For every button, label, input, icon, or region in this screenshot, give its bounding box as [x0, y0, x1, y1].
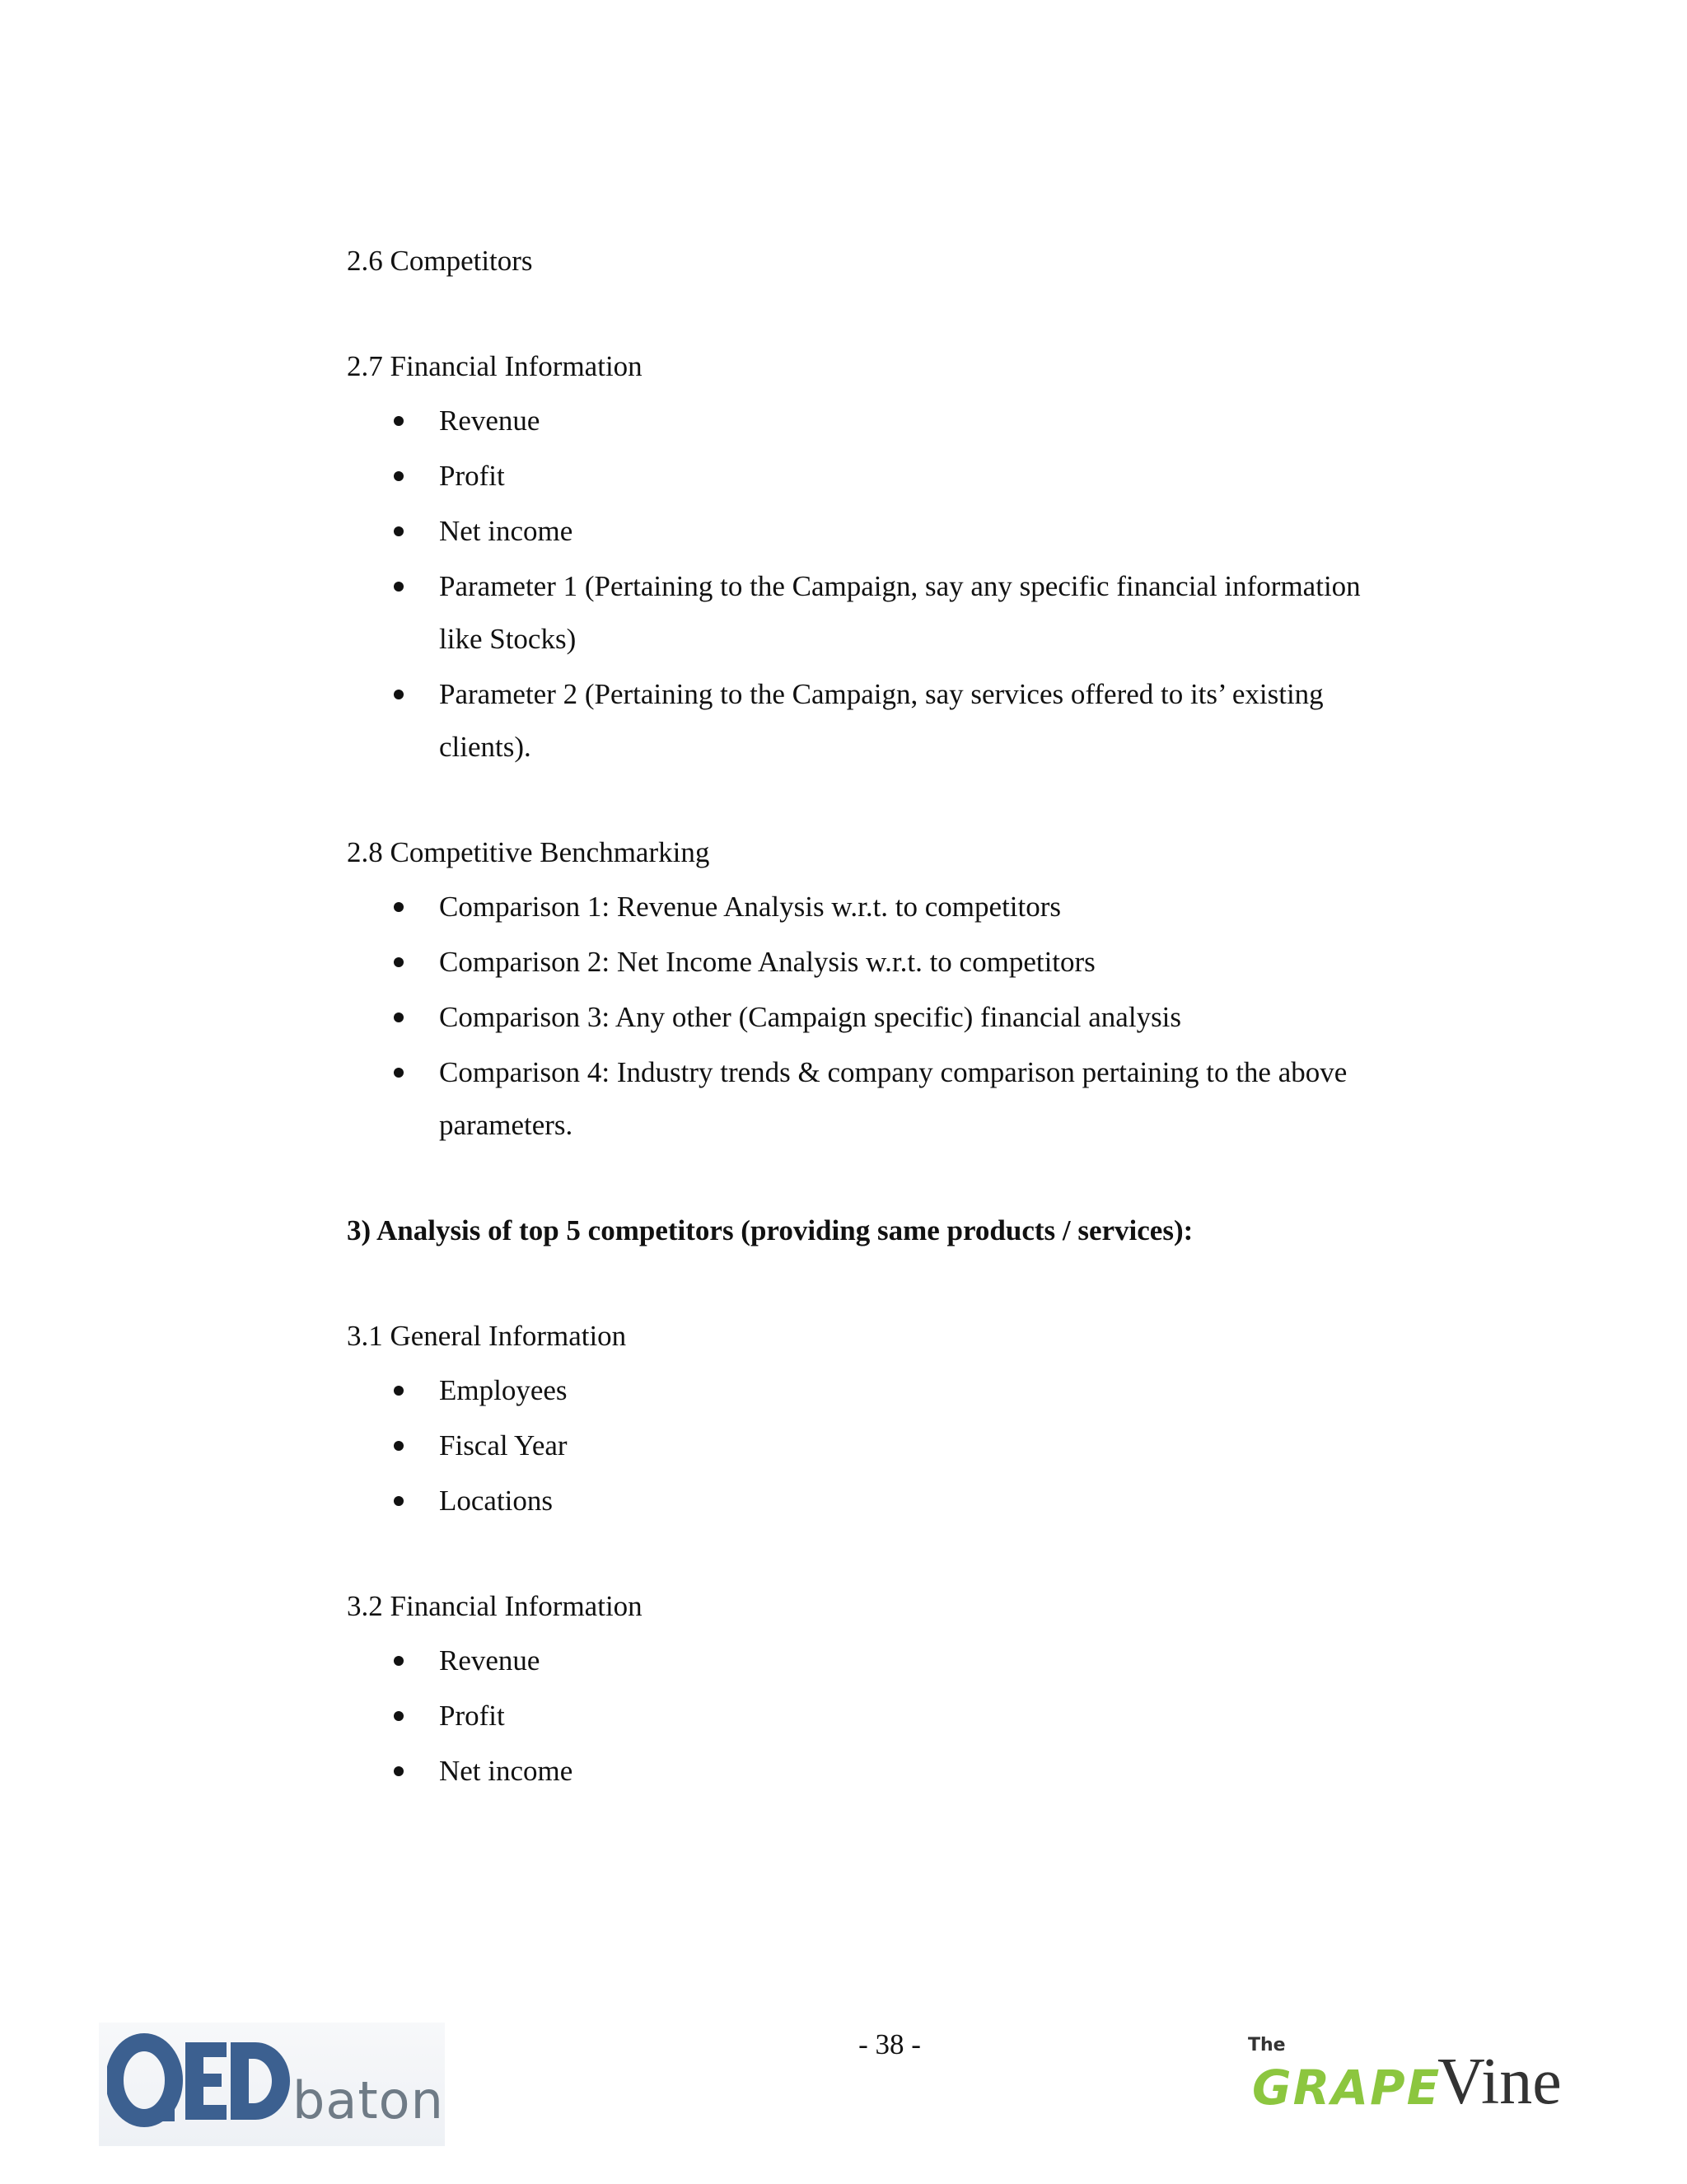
list-item-text: Comparison 2: Net Income Analysis w.r.t. to competitors [439, 946, 1096, 978]
bullet-icon [394, 690, 404, 699]
section-2-8 [347, 826, 1418, 1152]
document-body [347, 235, 1418, 1850]
bullet-icon [394, 471, 404, 481]
list-item [347, 1046, 1370, 1152]
list-item [347, 560, 1370, 666]
list-item [347, 1364, 1370, 1417]
list-item [347, 395, 1370, 447]
list-item-text: Parameter 1 (Pertaining to the Campaign, say any specific financial information like Stocks) [439, 570, 1361, 655]
bullet-list [347, 1634, 1418, 1798]
section-heading: 3.1 General Information [347, 1320, 627, 1352]
section-heading: 2.8 Competitive Benchmarking [347, 836, 710, 868]
list-item-text: Comparison 3: Any other (Campaign specific) financial analysis [439, 1001, 1182, 1033]
list-item-text: Comparison 4: Industry trends & company comparison pertaining to the above parameters. [439, 1056, 1348, 1141]
section-3-1 [347, 1310, 1418, 1527]
bullet-icon [394, 1656, 404, 1666]
bullet-icon [394, 1711, 404, 1721]
list-item [347, 936, 1370, 989]
list-item-text: Parameter 2 (Pertaining to the Campaign, say services offered to its’ existing clients). [439, 678, 1324, 763]
list-item [347, 1475, 1370, 1527]
grapevine-logo-the: The [1248, 2035, 1286, 2055]
bullet-list [347, 1364, 1418, 1527]
list-item [347, 505, 1370, 558]
bullet-icon [394, 1441, 404, 1451]
list-item-text: Locations [439, 1485, 554, 1517]
list-item [347, 881, 1370, 933]
grapevine-logo-vine: Vine [1437, 2046, 1562, 2118]
bullet-icon [394, 416, 404, 426]
list-item [347, 1745, 1370, 1798]
section-heading: 3.2 Financial Information [347, 1590, 643, 1622]
bullet-icon [394, 902, 404, 912]
section-heading: 2.7 Financial Information [347, 350, 643, 382]
grapevine-logo [1236, 2035, 1565, 2142]
section-2-6 [347, 235, 1418, 288]
page-number: - 38 - [858, 2028, 921, 2060]
bullet-icon [394, 957, 404, 967]
list-item [347, 1419, 1370, 1472]
bullet-icon [394, 1068, 404, 1078]
bullet-icon [394, 1496, 404, 1506]
bullet-list [347, 881, 1418, 1152]
bullet-icon [394, 1386, 404, 1396]
list-item-text: Comparison 1: Revenue Analysis w.r.t. to competitors [439, 891, 1062, 923]
bullet-icon [394, 582, 404, 592]
list-item-text: Revenue [439, 405, 540, 437]
list-item-text: Net income [439, 515, 573, 547]
grapevine-logo-grape: GRAPE [1252, 2060, 1442, 2116]
section-3-2 [347, 1580, 1418, 1798]
list-item-text: Employees [439, 1374, 568, 1406]
list-item-text: Revenue [439, 1644, 540, 1677]
list-item [347, 1634, 1370, 1687]
list-item [347, 450, 1370, 503]
list-item-text: Profit [439, 1700, 505, 1732]
list-item-text: Profit [439, 460, 505, 492]
list-item [347, 1690, 1370, 1742]
section-3 [347, 1204, 1418, 1257]
bullet-icon [394, 1766, 404, 1776]
list-item [347, 668, 1370, 774]
list-item [347, 991, 1370, 1044]
bullet-icon [394, 1012, 404, 1022]
bullet-icon [394, 526, 404, 536]
list-item-text: Fiscal Year [439, 1429, 568, 1461]
section-2-7 [347, 340, 1418, 774]
list-item-text: Net income [439, 1755, 573, 1787]
chapter-heading: 3) Analysis of top 5 competitors (providing same products / services): [347, 1214, 1194, 1246]
section-heading: 2.6 Competitors [347, 245, 533, 277]
qed-logo-word: baton [292, 2070, 444, 2130]
bullet-list [347, 395, 1418, 774]
